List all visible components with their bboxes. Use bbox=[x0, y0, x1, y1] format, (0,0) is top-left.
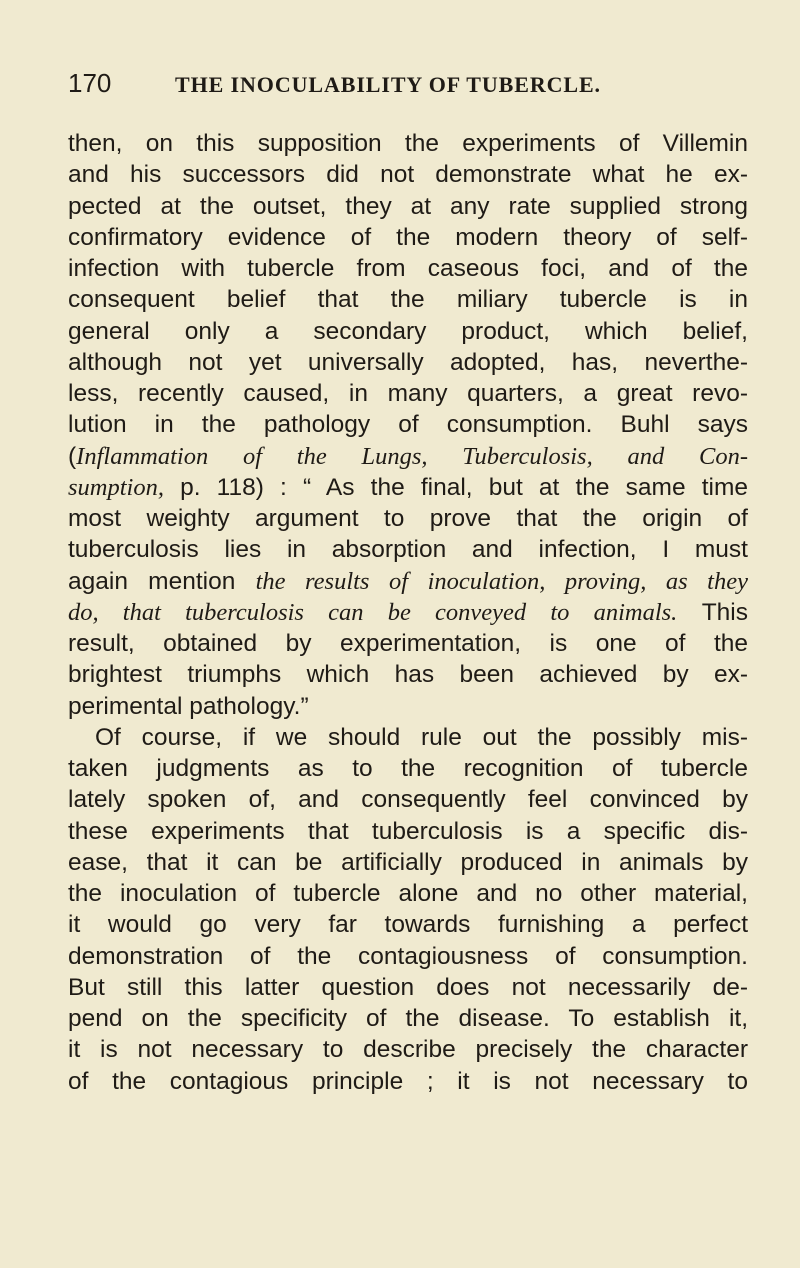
text-line: less, recently caused, in many quarters, a great revo- bbox=[68, 380, 748, 407]
text-line: although not yet universally adopted, has, neverthe- bbox=[68, 348, 748, 376]
text-line: these experiments that tuberculosis is a specific dis- bbox=[68, 817, 748, 845]
text-line: result, obtained by experimentation, is one of the bbox=[68, 630, 748, 657]
paragraph-start: Of course, if we should rule out the possibly mis- bbox=[95, 723, 748, 751]
text-line: pend on the specificity of the disease. To establish it, bbox=[68, 1005, 748, 1032]
text-line: then, on this supposition the experiments of Villemin bbox=[68, 130, 748, 157]
italic-title: Inflammation of the Lungs, Tuberculosis, and Con- bbox=[76, 442, 748, 470]
open-paren: ( bbox=[68, 442, 77, 470]
page-number: 170 bbox=[68, 68, 112, 98]
running-head: THE INOCULABILITY OF TUBERCLE. bbox=[175, 72, 601, 97]
body-text bbox=[68, 128, 748, 1097]
text-line: it is not necessary to describe precisely the character bbox=[68, 1036, 748, 1064]
text-line-citation bbox=[68, 472, 748, 503]
text-line: But still this latter question does not necessarily de- bbox=[68, 973, 748, 1001]
italic-title: sumption, bbox=[68, 473, 164, 501]
text-line-emphasis bbox=[68, 566, 748, 597]
text-line: lately spoken of, and consequently feel convinced by bbox=[68, 786, 748, 814]
citation-rest: p. 118) : “ As the final, but at the same time bbox=[163, 473, 748, 501]
text-line: brightest triumphs which has been achieved by ex- bbox=[68, 661, 748, 689]
text-line: perimental pathology.” bbox=[68, 692, 309, 720]
page-header bbox=[68, 68, 748, 104]
plain-text: This bbox=[677, 598, 748, 626]
text-line-emphasis bbox=[68, 597, 748, 628]
text-line: lution in the pathology of consumption. Buhl says bbox=[68, 411, 748, 439]
text-line: the inoculation of tubercle alone and no other material, bbox=[68, 880, 748, 907]
text-line-citation bbox=[68, 441, 748, 472]
text-line: it would go very far towards furnishing a perfect bbox=[68, 911, 748, 939]
text-line: ease, that it can be artificially produced in animals by bbox=[68, 848, 748, 876]
text-line: infection with tubercle from caseous foci, and of the bbox=[68, 255, 748, 282]
plain-text: again mention bbox=[68, 567, 256, 595]
italic-emphasis: the results of inoculation, proving, as they bbox=[255, 567, 748, 595]
text-line: demonstration of the contagiousness of consumption. bbox=[68, 942, 748, 970]
text-line: confirmatory evidence of the modern theory of self- bbox=[68, 223, 748, 251]
text-line: consequent belief that the miliary tubercle is in bbox=[68, 286, 748, 314]
text-line: most weighty argument to prove that the origin of bbox=[68, 505, 748, 532]
italic-emphasis: do, that tuberculosis can be conveyed to animals. bbox=[68, 598, 678, 626]
text-line: pected at the outset, they at any rate supplied strong bbox=[68, 192, 748, 220]
text-line: of the contagious principle ; it is not necessary to bbox=[68, 1067, 748, 1095]
text-line: taken judgments as to the recognition of tubercle bbox=[68, 755, 748, 782]
text-line: and his successors did not demonstrate what he ex- bbox=[68, 161, 748, 189]
text-line: general only a secondary product, which belief, bbox=[68, 317, 748, 345]
text-line: tuberculosis lies in absorption and infection, I must bbox=[68, 536, 748, 564]
